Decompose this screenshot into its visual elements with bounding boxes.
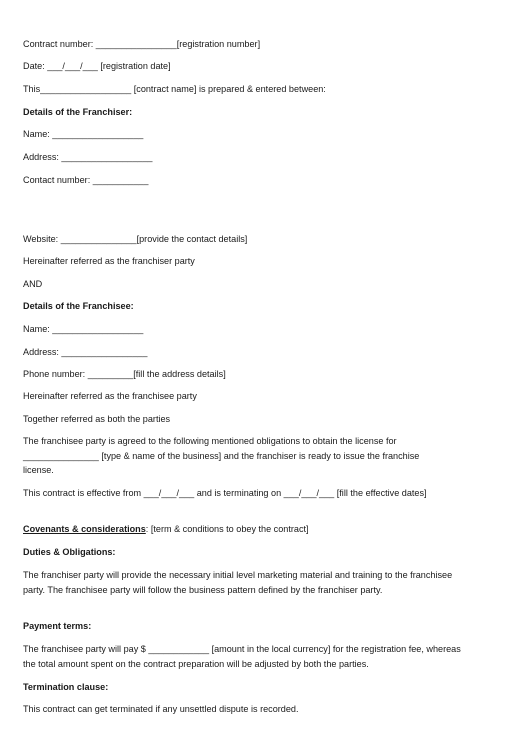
contract-name-line: This__________________ [contract name] is prepared & entered between: [23, 84, 326, 94]
contract-number-line: Contract number: ________________[registration number] [23, 39, 261, 49]
franchiser-party-line: Hereinafter referred as the franchiser party [23, 256, 195, 266]
and-line: AND [23, 279, 43, 289]
covenants-label: Covenants & considerations [23, 524, 146, 534]
termination-heading: Termination clause: [23, 682, 109, 692]
franchisee-name-line: Name: __________________ [23, 324, 144, 334]
payment-paragraph: The franchisee party will pay $ ____________ [amount in the local currency] for the registration fee, whereas the total amount spent on the contract preparation will be adjusted by both the parties. [23, 644, 461, 669]
date-line: Date: ___/___/___ [registration date] [23, 61, 171, 71]
website-line: Website: _______________[provide the contact details] [23, 234, 248, 244]
payment-heading: Payment terms: [23, 621, 92, 631]
franchiser-heading: Details of the Franchiser: [23, 107, 133, 117]
obligation-line-1: The franchisee party is agreed to the following mentioned obligations to obtain the license for [23, 436, 397, 446]
covenants-line [23, 522, 471, 537]
obligation-line-2: _______________ [type & name of the business] and the franchiser is ready to issue the franchise [23, 451, 420, 461]
franchiser-address-line: Address: __________________ [23, 152, 153, 162]
franchiser-contact-line: Contact number: ___________ [23, 175, 149, 185]
termination-line: This contract can get terminated if any unsettled dispute is recorded. [23, 704, 299, 714]
together-line: Together referred as both the parties [23, 414, 171, 424]
franchisee-party-line: Hereinafter referred as the franchisee party [23, 391, 197, 401]
duties-heading: Duties & Obligations: [23, 547, 116, 557]
franchiser-name-line: Name: __________________ [23, 129, 144, 139]
duties-paragraph: The franchiser party will provide the necessary initial level marketing material and training to the franchisee party. The franchisee party will follow the business pattern defined by the franchiser party. [23, 570, 453, 595]
phone-number-line: Phone number: _________[fill the address details] [23, 369, 226, 379]
effective-dates-paragraph: This contract is effective from ___/___/___ and is terminating on ___/___/___ [fill the effective dates] [23, 488, 427, 498]
obligation-line-3: license. [23, 465, 54, 475]
franchisee-heading: Details of the Franchisee: [23, 301, 134, 311]
franchisee-address-line: Address: _________________ [23, 347, 148, 357]
covenants-text: : [term & conditions to obey the contract] [145, 524, 309, 534]
